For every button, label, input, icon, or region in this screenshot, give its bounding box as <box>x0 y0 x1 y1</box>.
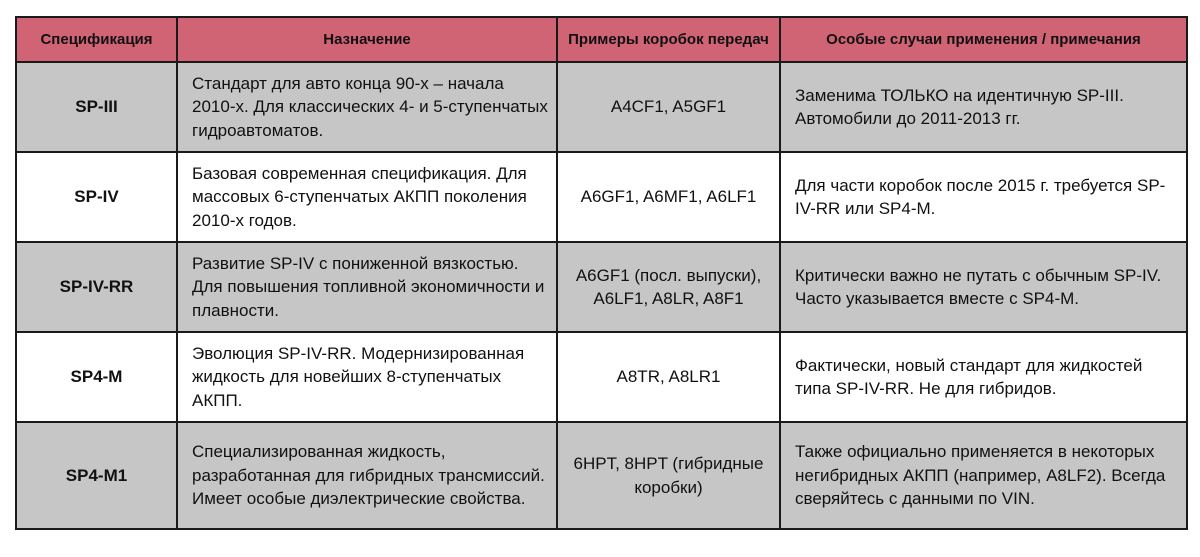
spec-cell: SP-III <box>16 62 177 152</box>
purpose-cell: Специализированная жидкость, разработанная для гибридных трансмиссий. Имеет особые диэлектрические свойства. <box>177 422 557 529</box>
atf-specification-table <box>15 16 1188 530</box>
notes-cell: Для части коробок после 2015 г. требуется SP-IV-RR или SP4-M. <box>780 152 1187 242</box>
column-header-purpose: Назначение <box>177 17 557 62</box>
notes-cell: Критически важно не путать с обычным SP-IV. Часто указывается вместе с SP4-M. <box>780 242 1187 332</box>
purpose-cell: Базовая современная спецификация. Для массовых 6-ступенчатых АКПП поколения 2010-х годов. <box>177 152 557 242</box>
table-row <box>16 422 1187 529</box>
column-header-gearbox-examples: Примеры коробок передач <box>557 17 780 62</box>
purpose-cell: Эволюция SP-IV-RR. Модернизированная жидкость для новейших 8-ступенчатых АКПП. <box>177 332 557 422</box>
table-row <box>16 332 1187 422</box>
column-header-specification: Спецификация <box>16 17 177 62</box>
gearboxes-cell: A6GF1, A6MF1, A6LF1 <box>557 152 780 242</box>
spec-cell: SP4-M1 <box>16 422 177 529</box>
table-row <box>16 242 1187 332</box>
spec-cell: SP4-M <box>16 332 177 422</box>
table-body <box>16 62 1187 529</box>
table-row <box>16 152 1187 242</box>
gearboxes-cell: A4CF1, A5GF1 <box>557 62 780 152</box>
gearboxes-cell: 6HPT, 8HPT (гибридные коробки) <box>557 422 780 529</box>
gearboxes-cell: A6GF1 (посл. выпуски), A6LF1, A8LR, A8F1 <box>557 242 780 332</box>
header-row <box>16 17 1187 62</box>
notes-cell: Заменима ТОЛЬКО на идентичную SP-III. Автомобили до 2011-2013 гг. <box>780 62 1187 152</box>
spec-cell: SP-IV <box>16 152 177 242</box>
gearboxes-cell: A8TR, A8LR1 <box>557 332 780 422</box>
table-header <box>16 17 1187 62</box>
spec-cell: SP-IV-RR <box>16 242 177 332</box>
table-row <box>16 62 1187 152</box>
notes-cell: Фактически, новый стандарт для жидкостей типа SP-IV-RR. Не для гибридов. <box>780 332 1187 422</box>
notes-cell: Также официально применяется в некоторых негибридных АКПП (например, A8LF2). Всегда сверяйтесь с данными по VIN. <box>780 422 1187 529</box>
purpose-cell: Развитие SP-IV с пониженной вязкостью. Для повышения топливной экономичности и плавности. <box>177 242 557 332</box>
column-header-notes: Особые случаи применения / примечания <box>780 17 1187 62</box>
purpose-cell: Стандарт для авто конца 90-х – начала 2010-х. Для классических 4- и 5-ступенчатых гидроавтоматов. <box>177 62 557 152</box>
